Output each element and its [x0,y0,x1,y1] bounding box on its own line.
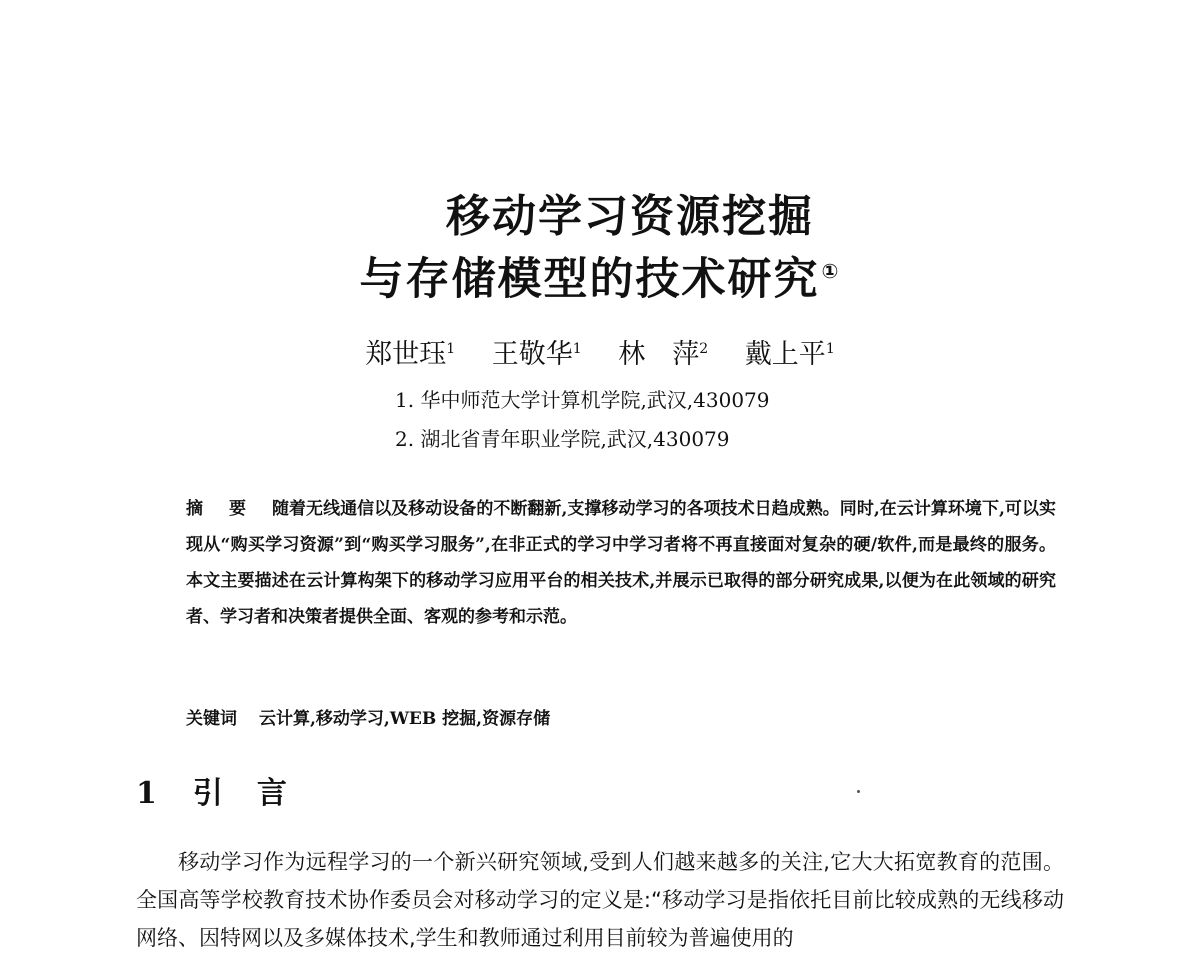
affiliation-2: 2. 湖北省青年职业学院,武汉,430079 [395,427,730,451]
author-affiliation-mark: 1 [572,341,582,357]
abstract [186,491,1056,635]
author [492,339,582,370]
section-title: 引言 [192,776,321,811]
keywords-label: 关键词 [186,709,237,729]
author [745,339,835,370]
author [365,339,455,370]
section-number: 1 [136,776,157,811]
title-line-1: 移动学习资源挖掘 [446,191,814,242]
keywords [186,704,550,729]
scan-speck [857,790,860,793]
abstract-text: 随着无线通信以及移动设备的不断翻新,支撑移动学习的各项技术日趋成熟。同时,在云计算环境下,可以实现从“购买学习资源”到“购买学习服务”,在非正式的学习中学习者将不再直接面对复杂的硬/软件,而是最终的服务。本文主要描述在云计算构架下的移动学习应用平台的相关技术,并展示已取得的部分研究成果,以便为在此领域的研究者、学习者和决策者提供全面、客观的参考和示范。 [186,499,1056,627]
title-line-2 [0,244,1200,307]
author [618,339,708,370]
author-name: 王敬华 [491,339,573,370]
author-affiliation-mark: 1 [825,341,835,357]
abstract-label: 摘 要 [186,499,256,519]
author-affiliation-mark: 1 [446,341,456,357]
affiliation-1: 1. 华中师范大学计算机学院,武汉,430079 [395,388,770,412]
title-footnote-mark: ① [821,259,841,283]
author-name: 戴上平 [744,339,826,370]
author-affiliation-mark: 2 [699,341,709,357]
author-name: 林 萍 [618,339,700,370]
keywords-text: 云计算,移动学习,WEB 挖掘,资源存储 [259,709,551,729]
author-list [0,332,1200,371]
title-line-2-text: 与存储模型的技术研究 [359,253,820,305]
body-paragraph: 移动学习作为远程学习的一个新兴研究领域,受到人们越来越多的关注,它大大拓宽教育的范围。全国高等学校教育技术协作委员会对移动学习的定义是:“移动学习是指依托目前比较成熟的无线移动网络、因特网以及多媒体技术,学生和教师通过利用目前较为普遍使用的 [136,850,1064,950]
section-heading [136,768,321,812]
author-name: 郑世珏 [365,339,447,370]
